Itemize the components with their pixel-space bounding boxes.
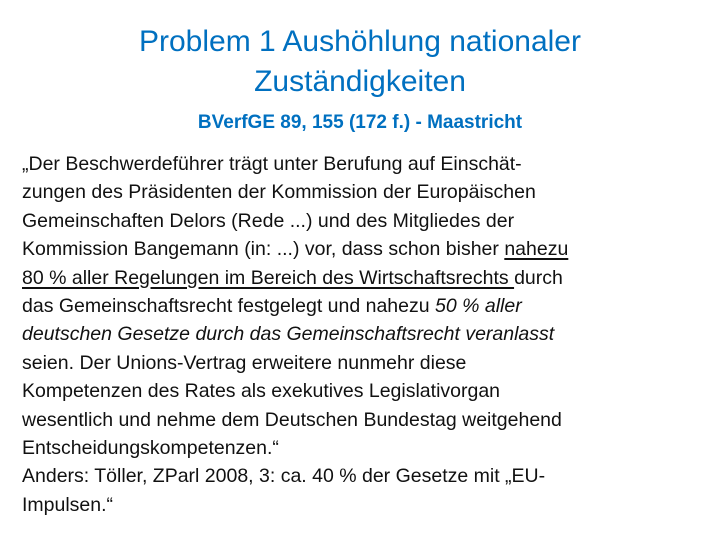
quote-italic-segment: 50 % aller (435, 295, 522, 318)
note-line: Anders: Töller, ZParl 2008, 3: ca. 40 % der Gesetze mit „EU- (22, 465, 546, 488)
note-line: Impulsen.“ (22, 493, 114, 516)
quote-line (22, 235, 702, 263)
quote-line (22, 264, 702, 292)
quote-line: seien. Der Unions-Vertrag erweitere nunmehr diese (22, 351, 467, 374)
quote-line: Gemeinschaften Delors (Rede ...) und des Mitgliedes der (22, 209, 515, 232)
quote-line (22, 292, 702, 320)
quote-line: Kompetenzen des Rates als exekutives Legislativorgan (22, 380, 501, 403)
quote-segment: das Gemeinschaftsrecht festgelegt und nahezu (22, 295, 436, 318)
quote-line-italic: deutschen Gesetze durch das Gemeinschaftsrecht veranlasst (22, 323, 555, 346)
quote-underlined-segment: 80 % aller Regelungen im Bereich des Wirtschaftsrechts (22, 266, 515, 289)
quote-underlined-segment: nahezu (504, 238, 569, 261)
quote-line: Entscheidungskompetenzen.“ (22, 437, 279, 460)
quote-segment: durch (514, 266, 563, 289)
quote-line: wesentlich und nehme dem Deutschen Bundestag weitgehend (22, 408, 562, 431)
slide-title-line-1: Problem 1 Aushöhlung nationaler (139, 25, 581, 58)
slide-subtitle: BVerfGE 89, 155 (172 f.) - Maastricht (197, 112, 523, 133)
slide-title (20, 22, 700, 102)
quote-segment: Kommission Bangemann (in: ...) vor, dass schon bisher (22, 238, 505, 261)
quote-line: zungen des Präsidenten der Kommission der Europäischen (22, 181, 536, 204)
quote-text (22, 150, 702, 519)
slide-title-line-2: Zuständigkeiten (254, 65, 466, 98)
quote-line: „Der Beschwerdeführer trägt unter Berufung auf Einschät- (22, 153, 522, 175)
